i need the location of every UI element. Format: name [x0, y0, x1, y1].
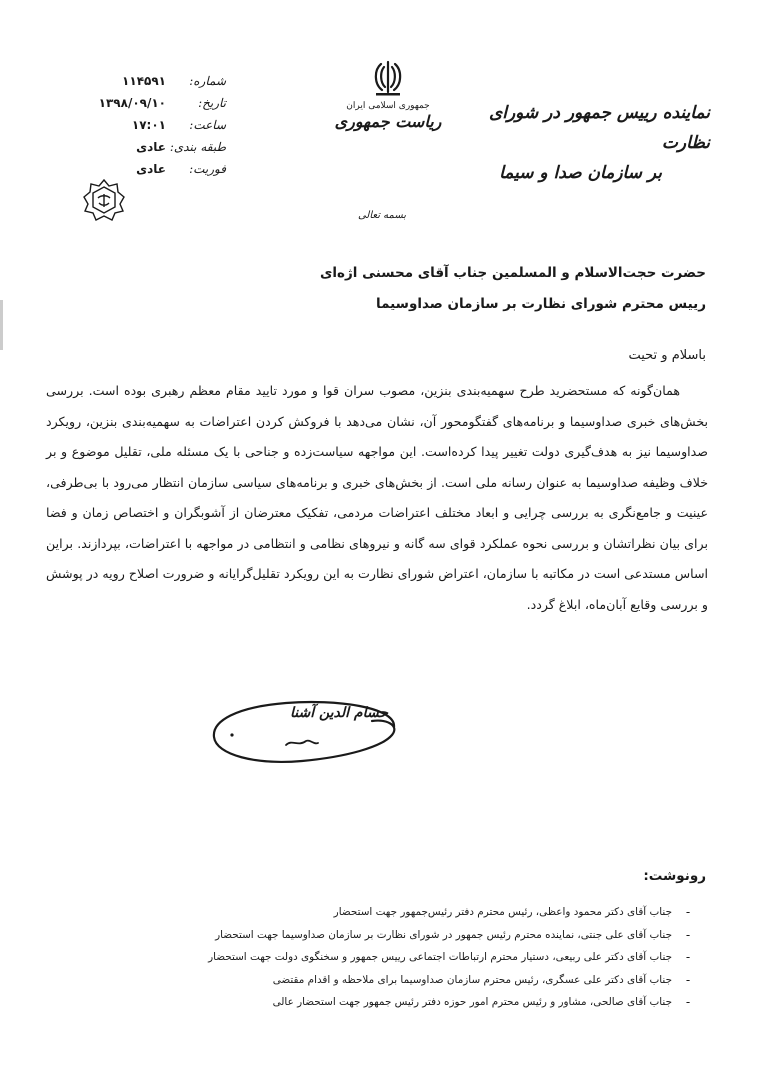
presidency-text: ریاست جمهوری — [334, 112, 442, 131]
meta-classification-value: عادی — [136, 140, 166, 154]
meta-time-row — [86, 114, 226, 136]
iran-emblem-icon — [370, 58, 406, 98]
meta-urgency-value: عادی — [136, 162, 166, 176]
office-title-line1: نماینده رییس جمهور در شورای نظارت — [488, 103, 710, 153]
cc-list — [82, 901, 672, 1014]
recipient-line2: رییس محترم شورای نظارت بر سازمان صداوسیما — [376, 296, 706, 312]
office-seal-icon — [82, 178, 126, 222]
body-paragraph: همان‌گونه که مستحضرید طرح سهمیه‌بندی بنزین، مصوب سران قوا و مورد تایید مقام معظم رهبری بوده است. بررسی بخش‌های خبری صداوسیما و برنامه‌های گفتگومحور آن، نشان می‌دهد با فروکش کردن اعتراضات به سهمیه‌بندی بنزین، رویکرد صداوسیما نیز به هدف‌گیری دولت تغییر پیدا کرده‌است. این مواجهه سیاست‌زده و جناحی با یک مسئله ملی، تقلیل موضوع و بر خلاف وظیفه صداوسیما به عنوان رسانه ملی است. از بخش‌های خبری و برنامه‌های سیاسی سازمان انتظار می‌رود با بی‌طرفی، عینیت و جامع‌نگری به بررسی چرایی و ابعاد مختلف اعتراضات مردمی، تفکیک معترضان از آشوبگران و اختصاص زمان و فضا برای بیان نظراتشان و بررسی نحوه عملکرد قوای سه گانه و نیروهای نظامی و انتظامی در مواجهه با اعتراضات، بپردازند. براین اساس مستدعی است در مکاتبه با سازمان، اعتراض شورای نظارت به این رویکرد تقلیل‌گرایانه و ضرورت اصلاح رویه در پوشش و بررسی وقایع آبان‌ماه، ابلاغ گردد. — [46, 383, 708, 612]
meta-urgency-row — [86, 158, 226, 180]
signature-name: حسام الدین آشنا — [290, 705, 388, 721]
cc-item: جناب آقای دکتر علی ربیعی، دستیار محترم ارتباطات اجتماعی رییس جمهور و سخنگوی دولت جهت استحضار — [208, 951, 672, 963]
cc-item: جناب آقای دکتر علی عسگری، رئیس محترم سازمان صداوسیما برای ملاحظه و اقدام مقتضی — [272, 973, 672, 986]
cc-title: رونوشت: — [643, 868, 706, 884]
cc-bullet: - — [685, 950, 691, 964]
cc-bullets — [682, 901, 694, 1014]
cc-bullet: - — [685, 972, 691, 987]
meta-urgency-label: فوریت: — [189, 162, 226, 176]
meta-time-value: ۱۷:۰۱ — [131, 118, 166, 132]
meta-date-row — [86, 92, 226, 114]
scan-edge-mark — [0, 300, 3, 350]
recipient-line1: حضرت حجت‌الاسلام و المسلمین جناب آقای محسنی اژه‌ای — [320, 265, 706, 281]
republic-text: جمهوری اسلامی ایران — [346, 101, 430, 111]
letter-body — [46, 376, 708, 620]
meta-number-value: ۱۱۴۵۹۱ — [122, 74, 166, 88]
greeting: باسلام و تحیت — [628, 348, 706, 363]
meta-time-label: ساعت: — [189, 118, 226, 132]
cc-bullet: - — [685, 995, 691, 1009]
meta-date-label: تاریخ: — [198, 96, 226, 110]
cc-bullet: - — [685, 905, 691, 919]
cc-item: جناب آقای علی جنتی، نماینده محترم رئیس جمهور در شورای نظارت بر سازمان صداوسیما جهت استحضار — [215, 928, 672, 941]
cc-item: جناب آقای دکتر محمود واعظی، رئیس محترم دفتر رئیس‌جمهور جهت استحضار — [333, 906, 672, 918]
meta-number-row — [86, 70, 226, 92]
cc-item: جناب آقای صالحی، مشاور و رئیس محترم امور حوزه دفتر رئیس جمهور جهت استحضار عالی — [272, 996, 672, 1008]
meta-classification-row — [86, 136, 226, 158]
office-title — [480, 98, 710, 188]
recipient-block — [186, 258, 706, 320]
office-title-line2: بر سازمان صدا و سیما — [499, 163, 662, 183]
basmala: بسمه تعالی — [357, 210, 407, 221]
presidency-emblem — [333, 58, 443, 132]
meta-date-value: ۱۳۹۸/۰۹/۱۰ — [98, 96, 166, 110]
meta-number-label: شماره: — [189, 74, 226, 88]
letter-meta — [86, 70, 226, 180]
cc-bullet: - — [685, 927, 691, 942]
meta-classification-label: طبقه بندی: — [169, 140, 226, 154]
